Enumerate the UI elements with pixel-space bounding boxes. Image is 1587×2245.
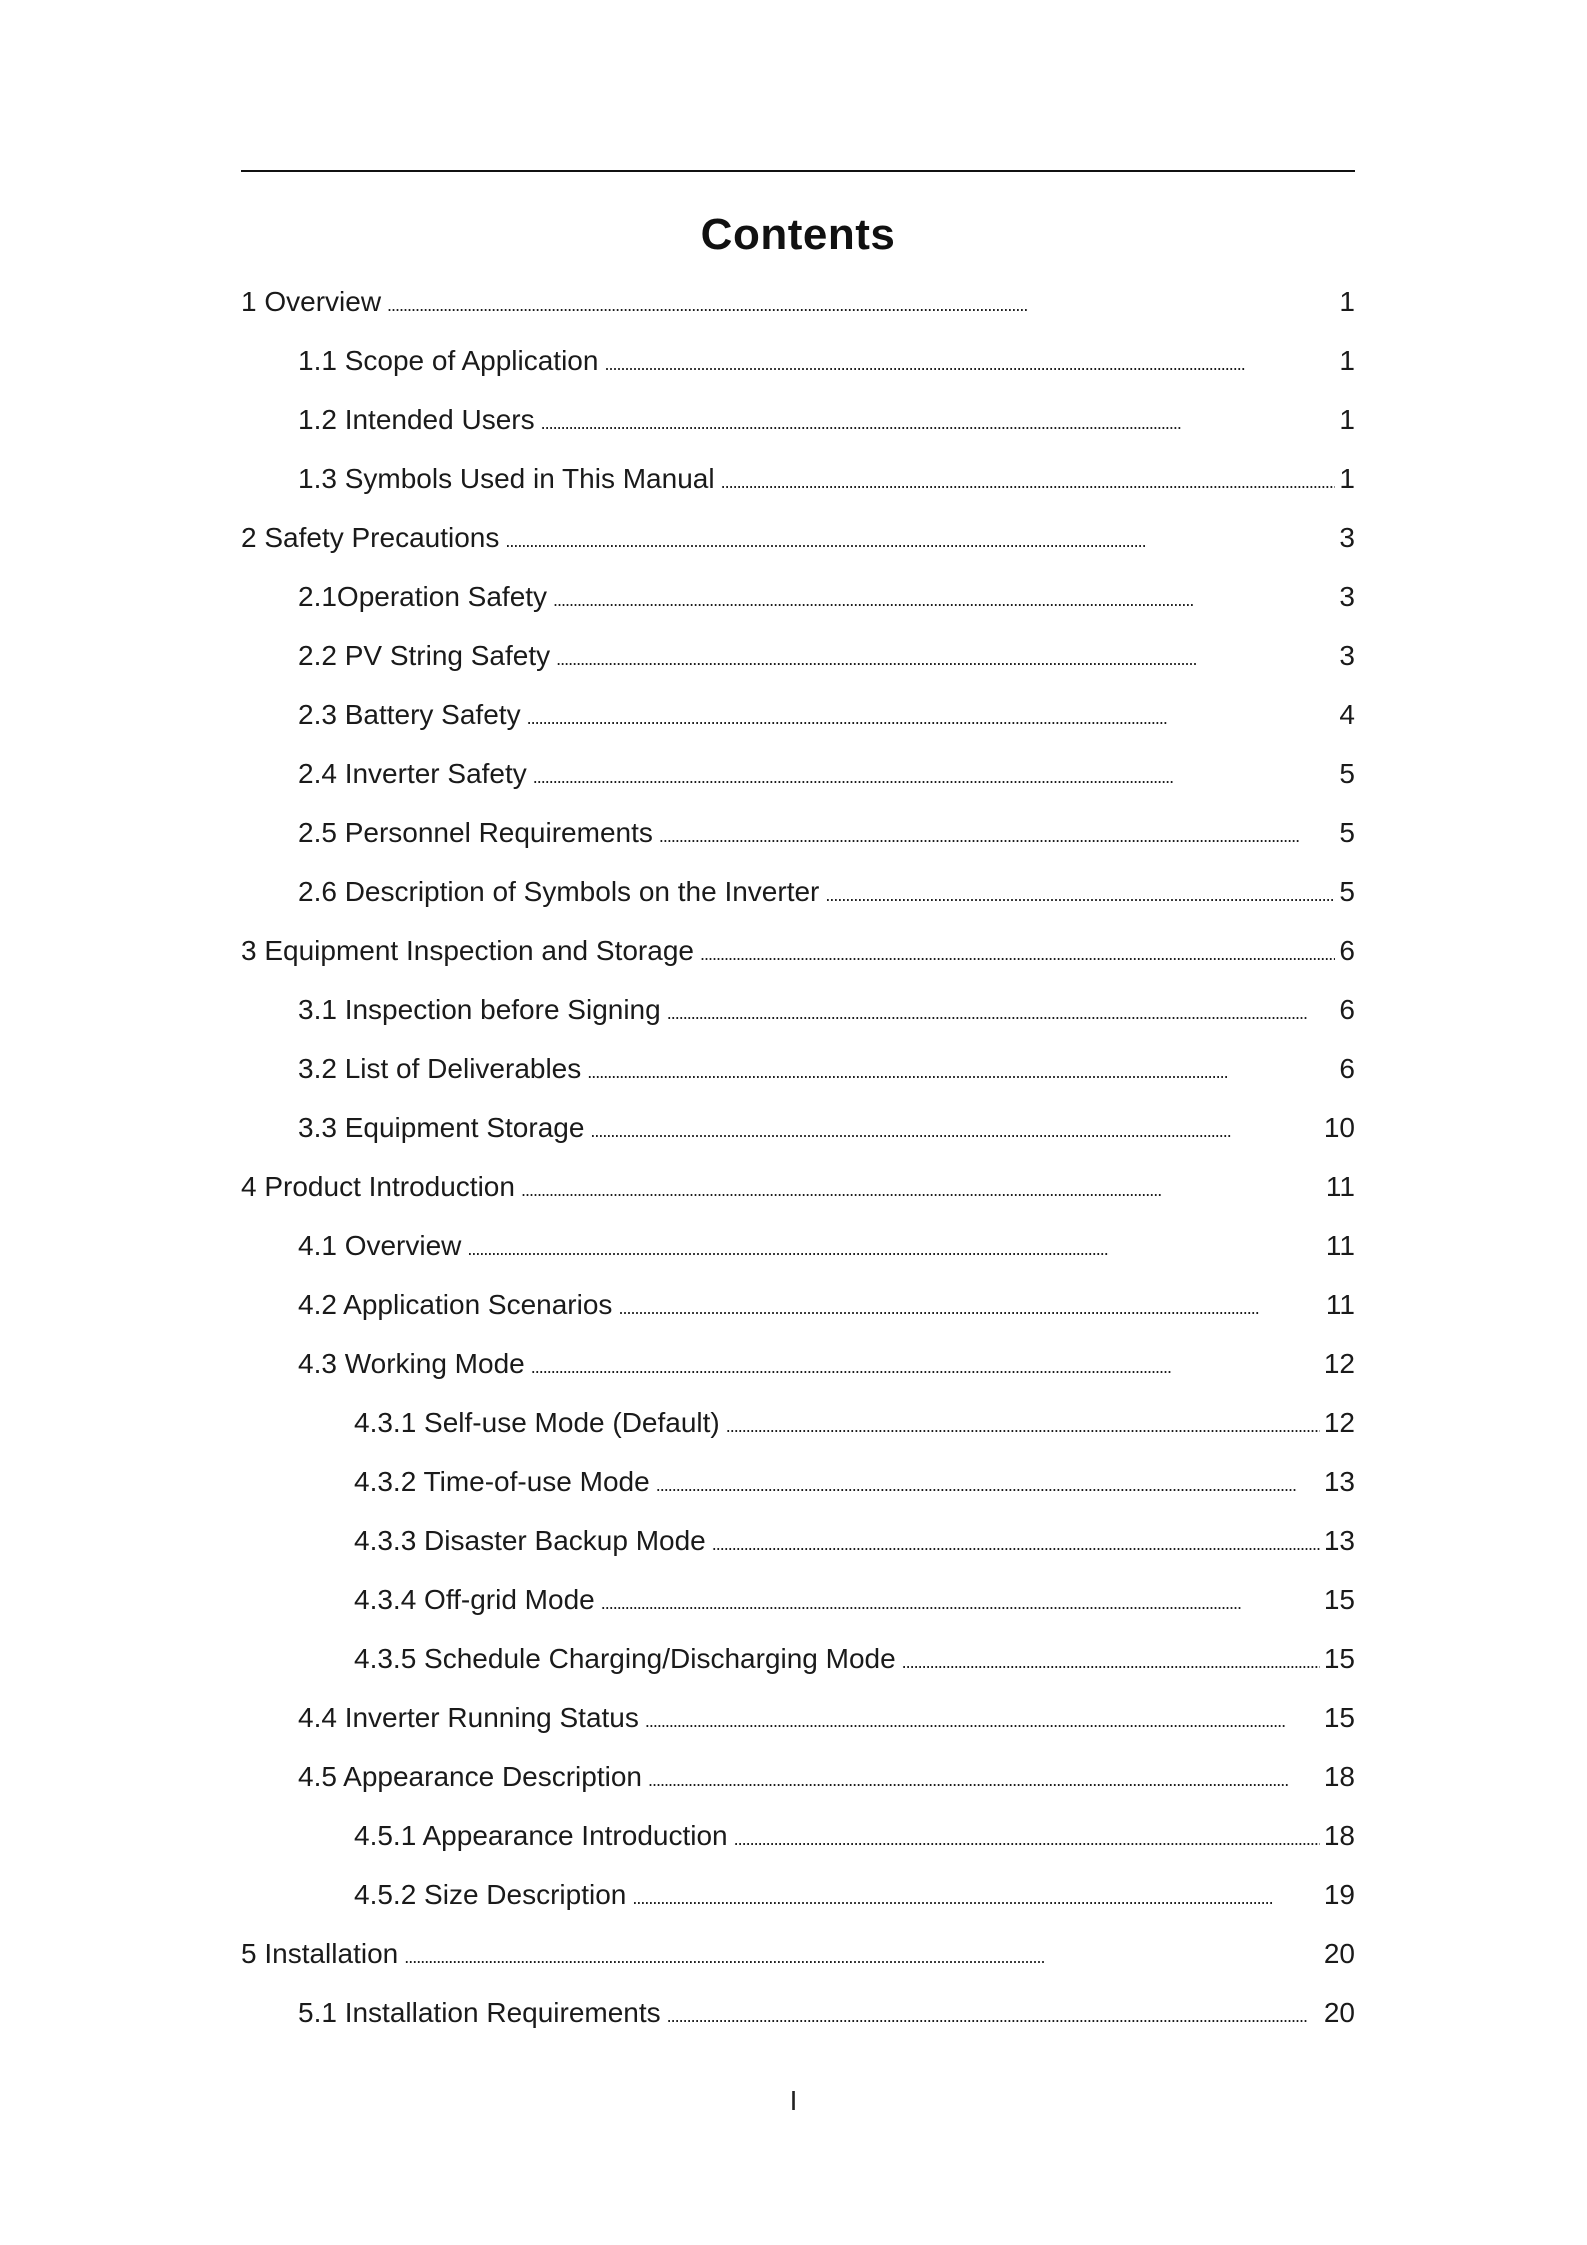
toc-entry[interactable] <box>241 1157 1355 1216</box>
toc-dot-leader <box>601 1570 1320 1629</box>
toc-dot-leader <box>618 1275 1321 1334</box>
toc-entry-label: 2 Safety Precautions <box>241 522 500 553</box>
toc-entry-label: 4.5.1 Appearance Introduction <box>354 1820 728 1851</box>
toc-dot-leader <box>590 1098 1319 1157</box>
toc-entry-label: 4.3.1 Self-use Mode (Default) <box>354 1407 720 1438</box>
toc-entry[interactable] <box>241 1747 1355 1806</box>
toc-entry[interactable] <box>241 1629 1355 1688</box>
toc-entry[interactable] <box>241 1511 1355 1570</box>
toc-dot-leader <box>825 862 1335 921</box>
toc-entry-page-number: 20 <box>1323 1997 1355 2028</box>
toc-entry[interactable] <box>241 272 1355 331</box>
toc-entry[interactable] <box>241 1806 1355 1865</box>
toc-entry-page-number: 1 <box>1339 463 1355 494</box>
toc-entry-page-number: 13 <box>1323 1525 1355 1556</box>
toc-entry-page-number: 18 <box>1323 1761 1355 1792</box>
toc-dot-leader <box>726 1393 1320 1452</box>
toc-entry-page-number: 3 <box>1339 640 1355 671</box>
toc-dot-leader <box>656 1452 1320 1511</box>
toc-entry-label: 2.5 Personnel Requirements <box>298 817 653 848</box>
toc-list <box>241 272 1355 2042</box>
toc-entry[interactable] <box>241 331 1355 390</box>
toc-dot-leader <box>533 744 1336 803</box>
toc-entry-page-number: 6 <box>1339 935 1355 966</box>
toc-dot-leader <box>721 449 1336 508</box>
toc-entry[interactable] <box>241 803 1355 862</box>
toc-entry-label: 2.4 Inverter Safety <box>298 758 527 789</box>
toc-entry[interactable] <box>241 862 1355 921</box>
toc-entry-label: 2.6 Description of Symbols on the Inverter <box>298 876 820 907</box>
toc-dot-leader <box>541 390 1336 449</box>
toc-entry-page-number: 6 <box>1339 994 1355 1025</box>
toc-entry-label: 2.1Operation Safety <box>298 581 548 612</box>
toc-entry[interactable] <box>241 626 1355 685</box>
toc-dot-leader <box>505 508 1335 567</box>
toc-entry[interactable] <box>241 1924 1355 1983</box>
toc-entry[interactable] <box>241 1570 1355 1629</box>
toc-dot-leader <box>648 1747 1320 1806</box>
toc-entry-label: 4.1 Overview <box>298 1230 462 1261</box>
toc-entry[interactable] <box>241 1216 1355 1275</box>
toc-entry[interactable] <box>241 1098 1355 1157</box>
toc-entry-label: 5.1 Installation Requirements <box>298 1997 661 2028</box>
toc-entry-page-number: 11 <box>1325 1171 1355 1202</box>
toc-entry[interactable] <box>241 390 1355 449</box>
toc-entry-label: 1.3 Symbols Used in This Manual <box>298 463 715 494</box>
toc-entry-label: 4.5 Appearance Description <box>298 1761 642 1792</box>
toc-entry-page-number: 3 <box>1339 522 1355 553</box>
toc-entry-page-number: 1 <box>1339 286 1355 317</box>
toc-entry[interactable] <box>241 1452 1355 1511</box>
toc-entry-label: 2.2 PV String Safety <box>298 640 551 671</box>
page-number-footer: I <box>789 2085 798 2116</box>
toc-entry-label: 1.1 Scope of Application <box>298 345 599 376</box>
toc-entry-label: 4.2 Application Scenarios <box>298 1289 613 1320</box>
toc-entry-page-number: 13 <box>1323 1466 1355 1497</box>
toc-entry-page-number: 6 <box>1339 1053 1355 1084</box>
toc-entry-label: 3.1 Inspection before Signing <box>298 994 661 1025</box>
toc-entry-page-number: 5 <box>1339 876 1355 907</box>
toc-entry-page-number: 20 <box>1323 1938 1355 1969</box>
toc-entry[interactable] <box>241 1334 1355 1393</box>
toc-entry-label: 4.3.3 Disaster Backup Mode <box>354 1525 706 1556</box>
toc-dot-leader <box>531 1334 1320 1393</box>
toc-entry-page-number: 12 <box>1323 1407 1355 1438</box>
toc-entry-label: 1 Overview <box>241 286 382 317</box>
toc-dot-leader <box>387 272 1335 331</box>
toc-entry[interactable] <box>241 1688 1355 1747</box>
toc-entry[interactable] <box>241 1983 1355 2042</box>
toc-entry-page-number: 12 <box>1323 1348 1355 1379</box>
toc-dot-leader <box>553 567 1335 626</box>
toc-entry-label: 4 Product Introduction <box>241 1171 515 1202</box>
toc-entry-label: 4.4 Inverter Running Status <box>298 1702 639 1733</box>
toc-dot-leader <box>659 803 1336 862</box>
toc-dot-leader <box>467 1216 1322 1275</box>
toc-entry[interactable] <box>241 1039 1355 1098</box>
toc-dot-leader <box>667 980 1336 1039</box>
toc-dot-leader <box>632 1865 1319 1924</box>
toc-entry-page-number: 18 <box>1323 1820 1355 1851</box>
toc-entry-label: 2.3 Battery Safety <box>298 699 521 730</box>
toc-entry-page-number: 5 <box>1339 817 1355 848</box>
toc-dot-leader <box>667 1983 1320 2042</box>
toc-entry-label: 4.3.4 Off-grid Mode <box>354 1584 595 1615</box>
toc-entry-page-number: 5 <box>1339 758 1355 789</box>
toc-entry-page-number: 1 <box>1339 345 1355 376</box>
toc-entry-page-number: 3 <box>1339 581 1355 612</box>
toc-dot-leader <box>556 626 1335 685</box>
header-rule <box>241 170 1355 172</box>
toc-dot-leader <box>404 1924 1320 1983</box>
toc-entry-label: 3.2 List of Deliverables <box>298 1053 582 1084</box>
toc-entry[interactable] <box>241 449 1355 508</box>
toc-entry[interactable] <box>241 921 1355 980</box>
toc-entry-label: 4.3.5 Schedule Charging/Discharging Mode <box>354 1643 896 1674</box>
toc-entry-label: 5 Installation <box>241 1938 399 1969</box>
toc-entry[interactable] <box>241 1865 1355 1924</box>
toc-entry-page-number: 15 <box>1323 1584 1355 1615</box>
toc-entry[interactable] <box>241 567 1355 626</box>
toc-dot-leader <box>902 1629 1320 1688</box>
toc-entry-page-number: 15 <box>1323 1702 1355 1733</box>
toc-entry[interactable] <box>241 1275 1355 1334</box>
toc-entry-page-number: 1 <box>1339 404 1355 435</box>
toc-dot-leader <box>604 331 1335 390</box>
toc-entry-label: 4.5.2 Size Description <box>354 1879 627 1910</box>
page-title: Contents <box>700 210 896 259</box>
toc-entry-page-number: 15 <box>1323 1643 1355 1674</box>
toc-dot-leader <box>645 1688 1320 1747</box>
toc-entry-page-number: 11 <box>1325 1230 1355 1261</box>
toc-entry-page-number: 11 <box>1325 1289 1355 1320</box>
toc-dot-leader <box>587 1039 1335 1098</box>
toc-dot-leader <box>521 1157 1322 1216</box>
toc-entry[interactable] <box>241 744 1355 803</box>
toc-entry[interactable] <box>241 508 1355 567</box>
toc-dot-leader <box>700 921 1335 980</box>
toc-dot-leader <box>734 1806 1320 1865</box>
toc-entry[interactable] <box>241 685 1355 744</box>
toc-entry-page-number: 10 <box>1323 1112 1355 1143</box>
toc-entry[interactable] <box>241 980 1355 1039</box>
toc-entry[interactable] <box>241 1393 1355 1452</box>
toc-entry-label: 4.3.2 Time-of-use Mode <box>354 1466 650 1497</box>
toc-dot-leader <box>712 1511 1320 1570</box>
toc-entry-label: 3.3 Equipment Storage <box>298 1112 585 1143</box>
toc-entry-page-number: 4 <box>1339 699 1355 730</box>
toc-dot-leader <box>527 685 1336 744</box>
toc-entry-label: 1.2 Intended Users <box>298 404 535 435</box>
toc-entry-label: 3 Equipment Inspection and Storage <box>241 935 694 966</box>
toc-entry-label: 4.3 Working Mode <box>298 1348 525 1379</box>
toc-entry-page-number: 19 <box>1323 1879 1355 1910</box>
